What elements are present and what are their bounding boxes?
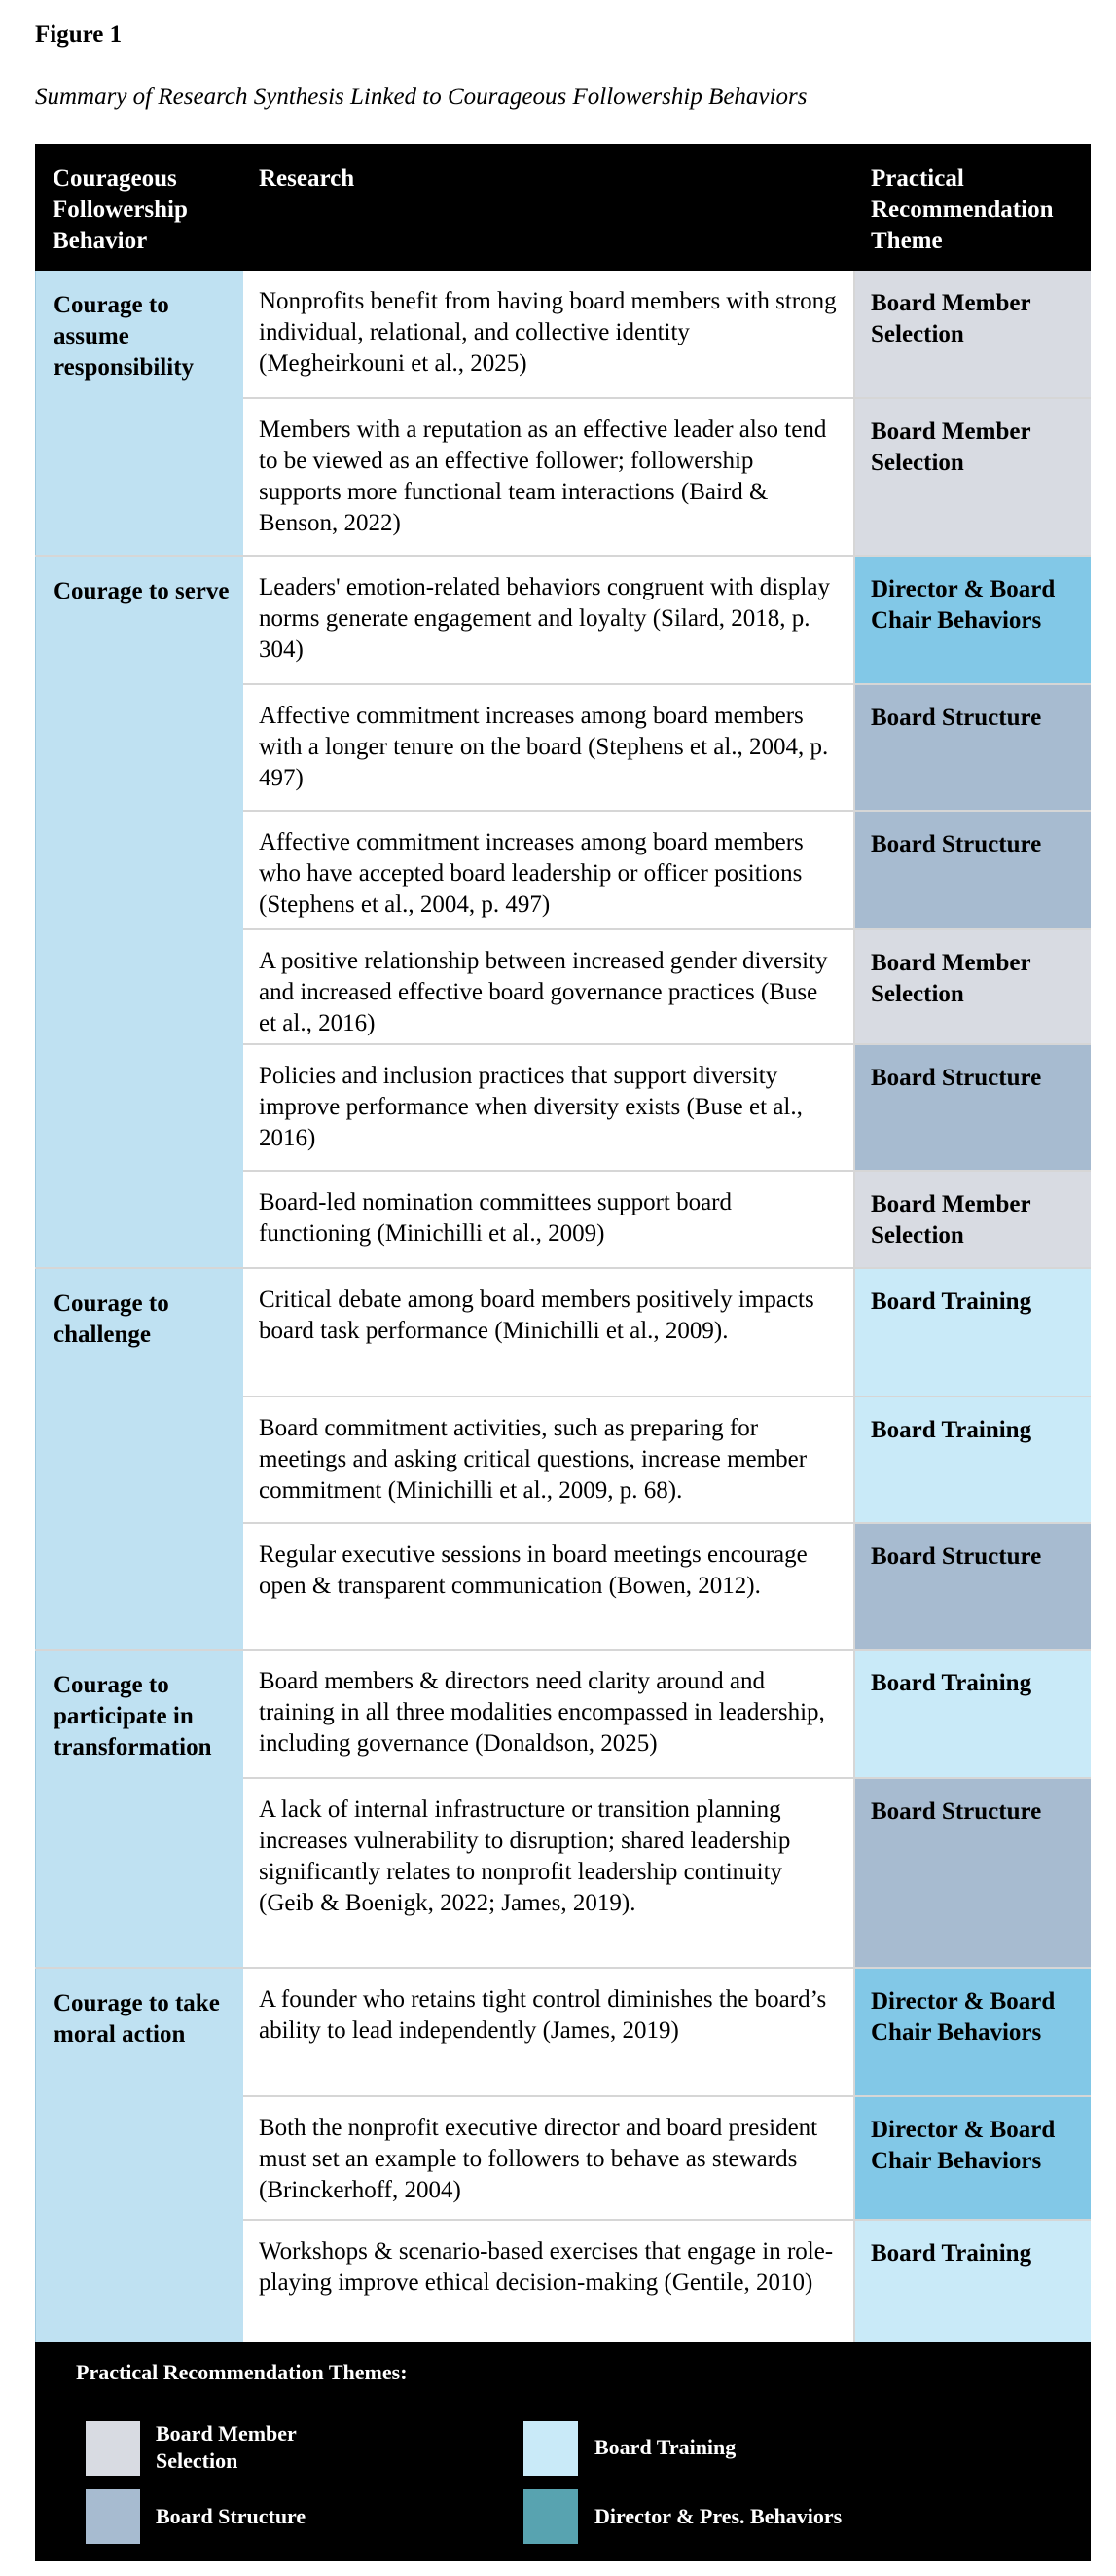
research-cell: A founder who retains tight control diminishes the board’s ability to lead independently (James, 2019) <box>243 1969 855 2095</box>
table-row <box>243 683 1091 810</box>
theme-cell-board-structure: Board Structure <box>855 1045 1091 1170</box>
behavior-cell: Courage to assume responsibility <box>35 271 243 555</box>
table-row <box>243 810 1091 928</box>
theme-cell-board-member-selection: Board Member Selection <box>855 1172 1091 1267</box>
theme-cell-director-and-board-chair-behaviors: Director & Board Chair Behaviors <box>855 1969 1091 2095</box>
theme-cell-board-training: Board Training <box>855 1269 1091 1396</box>
table-row <box>243 557 1091 683</box>
table-row <box>243 271 1091 397</box>
figure-label: Figure 1 <box>35 21 123 48</box>
research-cell: Affective commitment increases among board members who have accepted board leadership or officer positions (Stephens et al., 2004, p. 497) <box>243 812 855 928</box>
table-row <box>243 397 1091 555</box>
group-courage-to-take-moral-action <box>35 1967 1091 2342</box>
table-row <box>243 1170 1091 1267</box>
group-courage-to-participate-in-transformation <box>35 1649 1091 1967</box>
behavior-cell: Courage to participate in transformation <box>35 1651 243 1967</box>
table-row <box>243 1396 1091 1522</box>
legend-title: Practical Recommendation Themes: <box>76 2360 408 2384</box>
theme-cell-board-structure: Board Structure <box>855 1524 1091 1649</box>
figure-title: Summary of Research Synthesis Linked to Courageous Followership Behaviors <box>35 84 808 110</box>
research-table <box>35 144 1091 2561</box>
table-row <box>243 1651 1091 1777</box>
table-row <box>243 1043 1091 1170</box>
group-courage-to-challenge <box>35 1267 1091 1649</box>
header-theme: Practical Recommendation Theme <box>871 165 1054 254</box>
behavior-cell: Courage to challenge <box>35 1269 243 1649</box>
header-research: Research <box>259 165 355 192</box>
theme-cell-board-training: Board Training <box>855 1397 1091 1522</box>
theme-cell-director-and-board-chair-behaviors: Director & Board Chair Behaviors <box>855 2097 1091 2219</box>
theme-cell-board-structure: Board Structure <box>855 1779 1091 1967</box>
theme-cell-board-member-selection: Board Member Selection <box>855 271 1091 397</box>
theme-cell-board-training: Board Training <box>855 1651 1091 1777</box>
table-row <box>243 2095 1091 2219</box>
table-row <box>243 1777 1091 1967</box>
theme-cell-board-member-selection: Board Member Selection <box>855 399 1091 555</box>
theme-cell-director-and-board-chair-behaviors: Director & Board Chair Behaviors <box>855 557 1091 683</box>
legend-label-structure: Board Structure <box>156 2504 306 2528</box>
table-row <box>243 2219 1091 2342</box>
research-cell: Board members & directors need clarity around and training in all three modalities encompassed in leadership, including governance (Donaldson, 2025) <box>243 1651 855 1777</box>
table-row <box>243 1522 1091 1649</box>
theme-cell-board-structure: Board Structure <box>855 685 1091 810</box>
header-behavior: Courageous Followership Behavior <box>53 165 188 254</box>
theme-cell-board-member-selection: Board Member Selection <box>855 930 1091 1043</box>
research-cell: Leaders' emotion-related behaviors congruent with display norms generate engagement and loyalty (Silard, 2018, p. 304) <box>243 557 855 683</box>
behavior-cell: Courage to serve <box>35 557 243 1267</box>
group-courage-to-serve <box>35 555 1091 1267</box>
research-cell: Critical debate among board members positively impacts board task performance (Minichilli et al., 2009). <box>243 1269 855 1396</box>
legend-swatch-training <box>523 2421 578 2476</box>
research-cell: Nonprofits benefit from having board members with strong individual, relational, and collective identity (Megheirkouni et al., 2025) <box>243 271 855 397</box>
table-row <box>243 1269 1091 1396</box>
table-body <box>35 271 1091 2342</box>
research-cell: Board commitment activities, such as preparing for meetings and asking critical questions, increase member commitment (Minichilli et al., 2009, p. 68). <box>243 1397 855 1522</box>
legend <box>35 2342 1091 2561</box>
table-row <box>243 928 1091 1043</box>
group-courage-to-assume-responsibility <box>35 271 1091 555</box>
behavior-cell: Courage to take moral action <box>35 1969 243 2342</box>
research-cell: A positive relationship between increased gender diversity and increased effective board governance practices (Buse et al., 2016) <box>243 930 855 1043</box>
research-cell: A lack of internal infrastructure or transition planning increases vulnerability to disruption; shared leadership significantly relates to nonprofit leadership continuity (Geib & Boenigk, 2022; James, 2019). <box>243 1779 855 1967</box>
research-cell: Regular executive sessions in board meetings encourage open & transparent communication (Bowen, 2012). <box>243 1524 855 1649</box>
legend-swatch-structure <box>86 2489 140 2544</box>
research-cell: Board-led nomination committees support board functioning (Minichilli et al., 2009) <box>243 1172 855 1267</box>
table-row <box>243 1969 1091 2095</box>
research-cell: Workshops & scenario-based exercises that engage in role-playing improve ethical decision-making (Gentile, 2010) <box>243 2221 855 2342</box>
legend-label-director: Director & Pres. Behaviors <box>594 2504 843 2528</box>
theme-cell-board-structure: Board Structure <box>855 812 1091 928</box>
research-cell: Members with a reputation as an effective leader also tend to be viewed as an effective follower; followership supports more functional team interactions (Baird & Benson, 2022) <box>243 399 855 555</box>
legend-swatch-director <box>523 2489 578 2544</box>
research-cell: Both the nonprofit executive director and board president must set an example to followers to behave as stewards (Brinckerhoff, 2004) <box>243 2097 855 2219</box>
theme-cell-board-training: Board Training <box>855 2221 1091 2342</box>
research-cell: Affective commitment increases among board members with a longer tenure on the board (Stephens et al., 2004, p. 497) <box>243 685 855 810</box>
legend-label-member-selection: Board Member Selection <box>156 2421 297 2473</box>
table-header <box>35 144 1091 271</box>
legend-label-training: Board Training <box>594 2435 737 2459</box>
research-cell: Policies and inclusion practices that support diversity improve performance when diversity exists (Buse et al., 2016) <box>243 1045 855 1170</box>
legend-swatch-member-selection <box>86 2421 140 2476</box>
